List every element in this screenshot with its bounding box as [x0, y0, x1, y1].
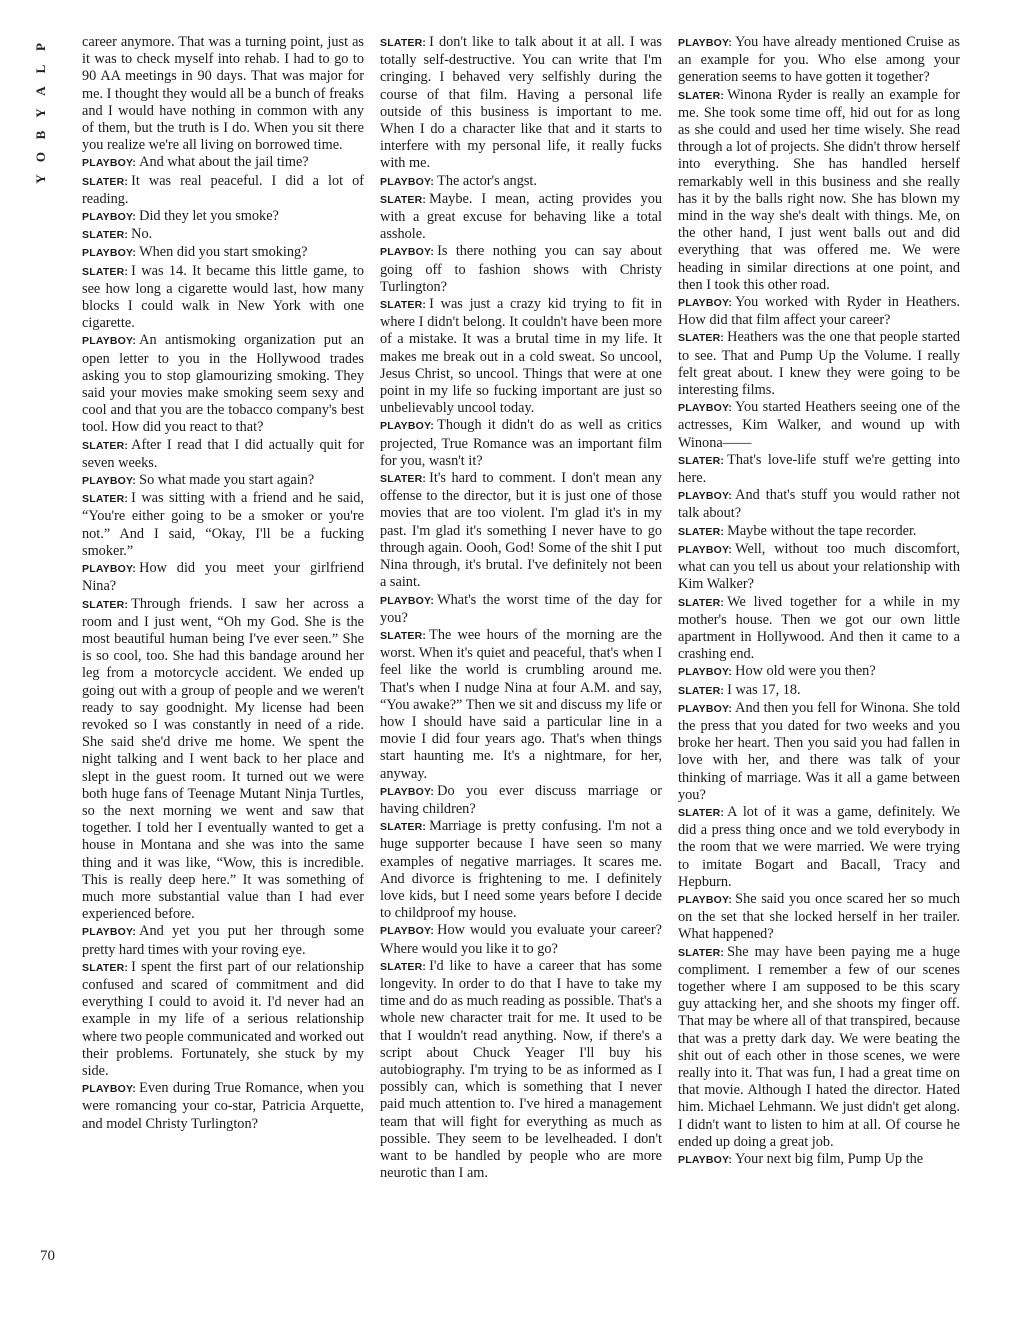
interview-paragraph [82, 472, 364, 490]
paragraph-text: I was 17, 18. [727, 681, 801, 698]
interview-paragraph [678, 452, 960, 487]
vertical-brand [30, 36, 60, 190]
paragraph-text: And that's stuff you would rather not talk about? [678, 487, 960, 522]
interview-paragraph [678, 700, 960, 804]
interview-paragraph [380, 627, 662, 783]
interview-paragraph [678, 523, 960, 541]
speaker-label: SLATER: [380, 821, 427, 834]
paragraph-text: I spent the first part of our relationship confused and scared of commitment and did everything I could to avoid it. I'd never had an example in my life of a serious relationship where two people communicated and worked out their problems. Fortunately, she stuck by my side. [82, 958, 364, 1079]
speaker-label: SLATER: [82, 961, 129, 974]
paragraph-text: Well, without too much discomfort, what can you tell us about your relationship with Kim Walker? [678, 540, 960, 593]
paragraph-text: After I read that I did actually quit for seven weeks. [82, 436, 364, 471]
interview-paragraph [678, 541, 960, 594]
interview-paragraph [380, 922, 662, 957]
speaker-label: PLAYBOY: [678, 666, 733, 679]
speaker-label: PLAYBOY: [82, 926, 137, 939]
interview-paragraph [678, 34, 960, 87]
paragraph-text: I was sitting with a friend and he said, “You're either going to be a smoker or you're not.” And I said, “Okay, I'll be a fucking smoker.” [82, 490, 364, 559]
article-column-2 [380, 34, 662, 1182]
speaker-label: PLAYBOY: [380, 420, 435, 433]
paragraph-text: Through friends. I saw her across a room and I just went, “Oh my God. She is the most beautiful human being I've ever seen.” She is so cool, too. She had this bandage around her leg from a motorcycle accident. We ended up going out with a group of people and we weren't ready to say goodnight. My license had been revoked so I was constantly in need of a ride. She said she'd drive me home. We spent the night talking and I went back to her place and slept in the guest room. It turned out we were both huge fans of Teenage Mutant Ninja Turtles, so the next morning we went and saw that together. I told her I eventually wanted to get a house in Montana and she was into the same thing and it was like, “Wow, this is incredible. This is really deep here.” It was something of much more substantial value than I had ever experienced before. [82, 595, 364, 923]
paragraph-text: And then you fell for Winona. She told the press that you dated for two weeks and you broke her heart. Then you said you had fallen in love with her, and there was talk of your thinking of marriage. Was it all a game between you? [678, 699, 960, 803]
paragraph-text: Maybe without the tape recorder. [727, 522, 917, 539]
paragraph-text: And yet you put her through some pretty hard times with your roving eye. [82, 923, 364, 958]
paragraph-text: The wee hours of the morning are the worst. When it's quiet and peaceful, that's when I feel like the world is crumbling around me. That's when I nudge Nina at four A.M. and say, “You awake?” Then we sit and discuss my life or how I should have said a particular line in a movie I did four years ago. That's when things start haunting me. It's a nightmare, for her, anyway. [380, 626, 662, 782]
speaker-label: SLATER: [82, 175, 129, 188]
paragraph-text: Do you ever discuss marriage or having children? [380, 782, 662, 817]
article-column-1 [82, 34, 364, 1133]
speaker-label: PLAYBOY: [82, 247, 137, 260]
interview-paragraph [678, 1151, 960, 1169]
paragraph-text: No. [131, 226, 153, 243]
paragraph-text: Heathers was the one that people started to see. That and Pump Up the Volume. I really felt great about. I knew they were going to be interesting films. [678, 329, 960, 399]
interview-paragraph [82, 173, 364, 208]
paragraph-text: Marriage is pretty confusing. I'm not a huge supporter because I have seen so many examples of negative marriages. It scares me. And divorce is frightening to me. I definitely love kids, but I need some years before I decide to childproof my house. [380, 818, 662, 922]
speaker-label: SLATER: [380, 960, 427, 973]
speaker-label: PLAYBOY: [380, 175, 435, 188]
speaker-label: SLATER: [678, 596, 725, 609]
speaker-label: PLAYBOY: [82, 335, 137, 348]
interview-paragraph [678, 891, 960, 944]
interview-paragraph [380, 191, 662, 244]
paragraph-text: How did you meet your girlfriend Nina? [82, 560, 364, 595]
speaker-label: SLATER: [82, 598, 129, 611]
interview-paragraph [380, 958, 662, 1183]
brand-letter: B [33, 130, 48, 140]
speaker-label: PLAYBOY: [82, 211, 137, 224]
speaker-label: SLATER: [678, 806, 725, 819]
paragraph-text: That's love-life stuff we're getting into here. [678, 451, 960, 487]
paragraph-text: I was just a crazy kid trying to fit in where I didn't belong. It couldn't have been more of a mistake. It was a brutal time in my life. It makes me break out in a cold sweat. So uncool, Jesus Christ, so uncool. Things that were at one point in my life so fucking important are just so unbelievably uncool today. [380, 296, 662, 417]
speaker-label: PLAYBOY: [82, 157, 137, 170]
interview-paragraph [380, 296, 662, 417]
paragraph-text: The actor's angst. [437, 172, 537, 189]
page-number: 70 [40, 1248, 55, 1264]
interview-paragraph [82, 226, 364, 244]
brand-letter: P [33, 43, 48, 51]
paragraph-text: A lot of it was a game, definitely. We did a press thing once and we told everybody in the room that we were married. We were trying to imitate Bogart and Bacall, Tracy and Hepburn. [678, 803, 960, 890]
interview-paragraph [82, 263, 364, 333]
speaker-label: SLATER: [82, 229, 129, 242]
speaker-label: PLAYBOY: [380, 785, 435, 798]
brand-letter: Y [33, 174, 48, 184]
interview-paragraph [82, 154, 364, 172]
speaker-label: PLAYBOY: [380, 246, 435, 259]
speaker-label: SLATER: [380, 299, 427, 312]
paragraph-text: Your next big film, Pump Up the [735, 1151, 924, 1167]
speaker-label: PLAYBOY: [380, 594, 435, 607]
interview-paragraph [380, 592, 662, 627]
interview-paragraph [82, 560, 364, 595]
speaker-label: PLAYBOY: [678, 297, 733, 310]
interview-paragraph [678, 399, 960, 452]
brand-letter: O [33, 151, 48, 163]
interview-paragraph [678, 487, 960, 522]
interview-paragraph [82, 34, 364, 154]
interview-paragraph [82, 959, 364, 1080]
interview-paragraph [82, 1080, 364, 1133]
speaker-label: SLATER: [678, 89, 725, 102]
interview-paragraph [82, 490, 364, 560]
interview-paragraph [678, 804, 960, 891]
interview-paragraph [380, 783, 662, 818]
interview-paragraph [678, 944, 960, 1151]
interview-paragraph [380, 470, 662, 591]
speaker-label: SLATER: [82, 493, 129, 506]
speaker-label: PLAYBOY: [82, 1083, 137, 1096]
paragraph-text: We lived together for a while in my mother's house. Then we got our own little apartment in Hollywood. And then it came to a crashing end. [678, 593, 960, 663]
brand-letter: L [33, 64, 48, 74]
paragraph-text: How would you evaluate your career? Where would you like it to go? [380, 922, 662, 957]
paragraph-text: Though it didn't do as well as critics projected, True Romance was an important film for you, wasn't it? [380, 417, 662, 469]
speaker-label: PLAYBOY: [678, 543, 733, 556]
brand-letter: A [33, 86, 48, 96]
speaker-label: SLATER: [380, 629, 427, 642]
interview-paragraph [380, 417, 662, 470]
interview-paragraph [82, 923, 364, 958]
speaker-label: SLATER: [82, 265, 129, 278]
paragraph-text: You worked with Ryder in Heathers. How did that film affect your career? [678, 294, 960, 329]
paragraph-text: An antismoking organization put an open letter to you in the Hollywood trades asking you to stop glamourizing smoking. They said your movies make smoking seem sexy and cool and that you are the tobacco company's best tool. How did you react to that? [82, 332, 364, 436]
interview-paragraph [678, 682, 960, 700]
interview-paragraph [82, 332, 364, 436]
paragraph-text: I don't like to talk about it at all. I was totally self-destructive. You can write that I'm cringing. I behaved very selfishly during the course of that film. Having a personal life outside of this business is important to me. When I do a character like that and it starts to interfere with my personal life, it really fucks with me. [380, 34, 662, 172]
paragraph-text: How old were you then? [735, 663, 876, 680]
paragraph-text: Is there nothing you can say about going off to fashion shows with Christy Turlington? [380, 243, 662, 295]
paragraph-text: And what about the jail time? [139, 154, 309, 171]
paragraph-text: Even during True Romance, when you were romancing your co-star, Patricia Arquette, and model Christy Turlington? [82, 1080, 364, 1132]
speaker-label: SLATER: [678, 454, 725, 467]
interview-paragraph [82, 244, 364, 262]
paragraph-text: Did they let you smoke? [139, 208, 279, 225]
speaker-label: PLAYBOY: [82, 563, 137, 576]
speaker-label: PLAYBOY: [678, 702, 733, 715]
speaker-label: PLAYBOY: [678, 490, 733, 503]
paragraph-text: It's hard to comment. I don't mean any offense to the director, but it is just one of those movies that are too violent. I'm glad it's in my past. I'm glad it's something I never have to go through again. Oooh, God! Some of the shit I put Nina through, it's brutal. I've definitely not been a saint. [380, 470, 662, 591]
article-column-3 [678, 34, 960, 1169]
speaker-label: SLATER: [380, 473, 427, 486]
interview-paragraph [82, 437, 364, 472]
speaker-label: SLATER: [678, 332, 725, 345]
interview-paragraph [678, 87, 960, 294]
interview-paragraph [678, 594, 960, 664]
paragraph-text: She may have been paying me a huge compliment. I remember a few of our scenes together where I am supposed to be this scary guy attacking her, and she shoots my finger off. That may be where all of that transpired, because that was a pretty dark day. We were beating the shit out of each other in those scenes, we were really into it. That was fun, I had a great time on that movie. Although I hated the director. Hated him. Michael Lehmann. We just didn't get along. I didn't want to listen to him at all. Of course he ended up doing a great job. [678, 943, 960, 1150]
speaker-label: PLAYBOY: [82, 475, 137, 488]
interview-paragraph [380, 818, 662, 922]
speaker-label: SLATER: [380, 37, 427, 49]
speaker-label: SLATER: [380, 193, 427, 206]
brand-letter: Y [33, 108, 48, 118]
speaker-label: PLAYBOY: [678, 1154, 733, 1166]
paragraph-text: Winona Ryder is really an example for me. She took some time off, hid out for as long as she could and used her time wisely. She read through a lot of projects. She didn't throw herself into everything. She has handled herself remarkably well in this business and she really has it by the balls right now. She has blown my mind in the way she's dealt with things. Me, on the other hand, I just went balls out and did everything that was offered me. We were heading in similar directions at one point, and then I took this other road. [678, 86, 960, 293]
paragraph-text: You started Heathers seeing one of the actresses, Kim Walker, and wound up with Winona—— [678, 399, 960, 451]
paragraph-text: What's the worst time of the day for you? [380, 591, 662, 626]
speaker-label: SLATER: [678, 525, 725, 538]
paragraph-text: She said you once scared her so much on the set that she locked herself in her trailer. What happened? [678, 890, 960, 943]
speaker-label: SLATER: [82, 439, 129, 452]
paragraph-text: It was real peaceful. I did a lot of reading. [82, 172, 364, 207]
paragraph-text: When did you start smoking? [139, 244, 308, 261]
paragraph-text: I'd like to have a career that has some longevity. In order to do that I have to take my time and do as much reading as possible. That's a whole new character trait for me. It used to be that I wouldn't read anything. Now, if there's a script about Chuck Yeager I'll buy his autobiography. I'm trying to be as informed as I possibly can, which is something that I never paid much attention to. I've hired a management team that will fight for everything as much as possible. They seem to be levelheaded. I don't want to be handled by people who are more neurotic than I am. [380, 957, 662, 1182]
speaker-label: SLATER: [678, 684, 725, 697]
speaker-label: PLAYBOY: [678, 37, 733, 49]
speaker-label: PLAYBOY: [380, 925, 435, 938]
interview-paragraph [380, 34, 662, 173]
paragraph-text: So what made you start again? [139, 472, 315, 489]
interview-paragraph [82, 596, 364, 924]
interview-paragraph [678, 294, 960, 329]
interview-paragraph [678, 663, 960, 681]
speaker-label: PLAYBOY: [678, 402, 733, 415]
paragraph-text: You have already mentioned Cruise as an example for you. Who else among your generation seems to have gotten it together? [678, 34, 960, 86]
speaker-label: PLAYBOY: [678, 893, 733, 906]
paragraph-text: career anymore. That was a turning point, just as it was to check myself into rehab. I had to go to 90 AA meetings in 90 days. That was major for me. I thought they would all be a bunch of freaks and I would have nothing in common with any of them, but the truth is I do. When you sit there you realize we're all living on borrowed time. [82, 34, 364, 154]
speaker-label: SLATER: [678, 946, 725, 959]
interview-paragraph [678, 329, 960, 399]
paragraph-text: Maybe. I mean, acting provides you with a great excuse for behaving like a total asshole. [380, 190, 662, 243]
interview-paragraph [380, 243, 662, 296]
interview-paragraph [380, 173, 662, 191]
interview-paragraph [82, 208, 364, 226]
paragraph-text: I was 14. It became this little game, to see how long a cigarette would last, how many blocks I could walk in New York with one cigarette. [82, 262, 364, 332]
